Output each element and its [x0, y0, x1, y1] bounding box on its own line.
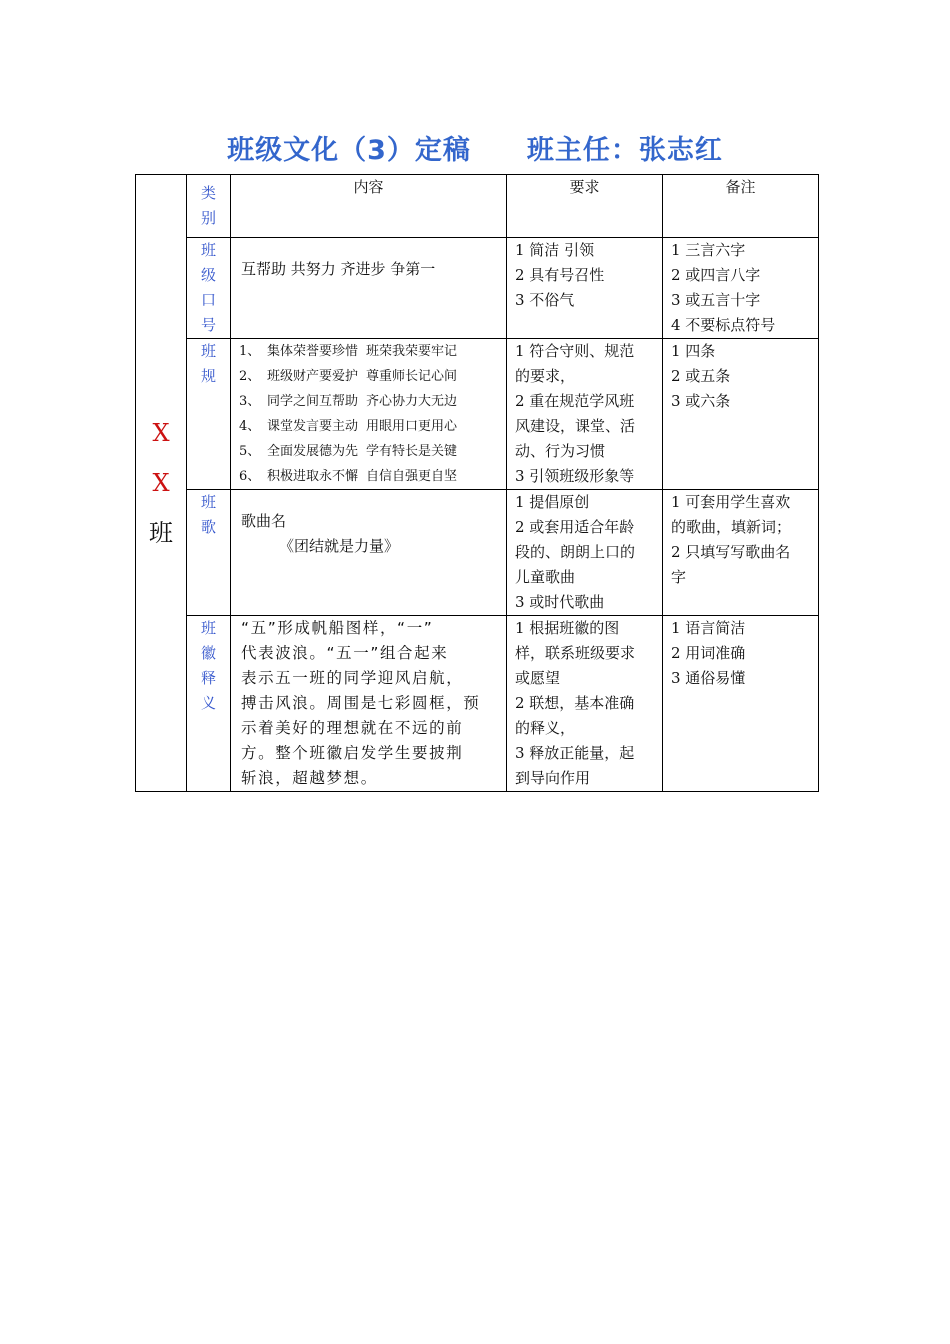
class-char-ban: 班 — [149, 519, 173, 547]
header-content: 内容 — [231, 175, 507, 238]
slogan-content: 互帮助 共努力 齐进步 争第一 — [231, 238, 507, 339]
slogan-notes: 1 三言六字 2 或四言八字 3 或五言十字 4 不要标点符号 — [663, 238, 819, 339]
rules-category: 班规 — [187, 339, 231, 490]
head-teacher-text: 班主任：张志红 — [526, 135, 723, 166]
class-name-cell — [136, 175, 187, 792]
rule-item: 3、 同学之间互帮助 齐心协力大无边 — [239, 394, 458, 409]
rules-row — [136, 339, 819, 490]
header-requirements: 要求 — [507, 175, 663, 238]
song-content: 歌曲名 《团结就是力量》 — [231, 490, 507, 616]
rule-item: 6、 积极进取永不懈 自信自强更自坚 — [239, 469, 458, 484]
slogan-requirements: 1 简洁 引领 2 具有号召性 3 不俗气 — [507, 238, 663, 339]
rule-item: 2、 班级财产要爱护 尊重师长记心间 — [239, 369, 458, 384]
slogan-category: 班级口号 — [187, 238, 231, 339]
emblem-requirements: 1 根据班徽的图 样，联系班级要求 或愿望 2 联想，基本准确 的释义， 3 释放正能量，起 到导向作用 — [507, 616, 663, 792]
rules-requirements: 1 符合守则、规范 的要求， 2 重在规范学风班 风建设，课堂、活 动、行为习惯 3 引领班级形象等 — [507, 339, 663, 490]
table-header-row — [136, 175, 819, 238]
song-notes: 1 可套用学生喜欢 的歌曲，填新词； 2 只填写写歌曲名 字 — [663, 490, 819, 616]
header-notes: 备注 — [663, 175, 819, 238]
emblem-content: “五”形成帆船图样，“一” 代表波浪。“五一”组合起来 表示五一班的同学迎风启航， 搏击风浪。周围是七彩圆框，预 示着美好的理想就在不远的前 方。整个班徽启发学生要披荆 斩浪，超越梦想。 — [231, 616, 507, 792]
class-letter-x2: X — [152, 469, 170, 497]
song-requirements: 1 提倡原创 2 或套用适合年龄 段的、朗朗上口的 儿童歌曲 3 或时代歌曲 — [507, 490, 663, 616]
emblem-row — [136, 616, 819, 792]
class-culture-table — [135, 174, 819, 792]
emblem-notes: 1 语言简洁 2 用词准确 3 通俗易懂 — [663, 616, 819, 792]
class-letter-x1: X — [152, 419, 170, 447]
emblem-category: 班徽释义 — [187, 616, 231, 792]
page-title — [0, 128, 950, 167]
rules-notes: 1 四条 2 或五条 3 或六条 — [663, 339, 819, 490]
title-text: 班级文化（3）定稿 — [227, 135, 471, 166]
header-category: 类别 — [187, 175, 231, 238]
song-category: 班歌 — [187, 490, 231, 616]
rule-item: 1、 集体荣誉要珍惜 班荣我荣要牢记 — [239, 344, 458, 359]
rule-item: 4、 课堂发言要主动 用眼用口更用心 — [239, 419, 458, 434]
slogan-row — [136, 238, 819, 339]
rule-item: 5、 全面发展德为先 学有特长是关键 — [239, 444, 458, 459]
song-row — [136, 490, 819, 616]
rules-content — [231, 339, 507, 490]
